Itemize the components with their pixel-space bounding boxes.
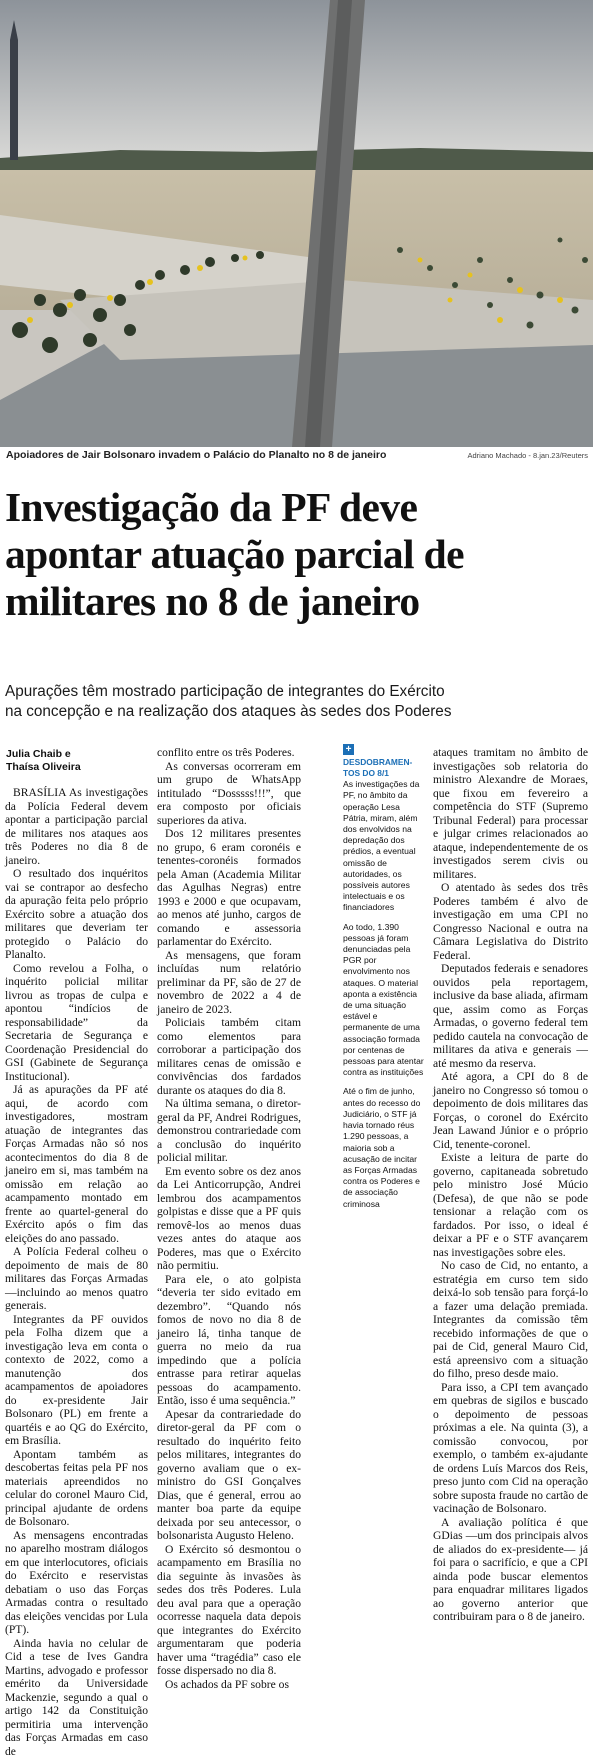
article-paragraph: As conversas ocorreram em um grupo de WhatsApp intitulado “Dosssss!!!”, que era composto por oficiais superiores da ativa. bbox=[157, 760, 301, 828]
article-column-2 bbox=[157, 746, 301, 1700]
byline bbox=[6, 748, 81, 774]
sidebar-item: Ao todo, 1.390 pessoas já foram denunciadas pela PGR por envolvimento nos ataques. O material aponta a existência de uma situação estável e permanente de uma associação formada por centenas de pessoas para atentar contra as instituições bbox=[343, 922, 425, 1079]
protest-crowd-photo bbox=[0, 0, 593, 447]
article-paragraph: Integrantes da PF ouvidos pela Folha dizem que a investigação leva em conta o contexto de 2022, como a manutenção dos acampamentos de apoiadores do ex-presidente Jair Bolsonaro (PL) em frente a quartéis e ao QG do Exército, em Brasília. bbox=[5, 1313, 148, 1448]
news-photo bbox=[0, 0, 593, 447]
sidebar-item: As investigações da PF, no âmbito da operação Lesa Pátria, miram, além dos envolvidos na depredação dos prédios, a eventual omissão de autoridades, os possíveis autores intelectuais e os financiadores bbox=[343, 779, 425, 913]
article-paragraph: Policiais também citam como elementos para corroborar a participação dos militares cenas de omissão e convivências dos fardados durante os ataques do dia 8. bbox=[157, 1016, 301, 1097]
article-paragraph: As mensagens, que foram incluídas num relatório preliminar da PF, são de 27 de novembro de 2022 a 4 de janeiro de 2023. bbox=[157, 949, 301, 1017]
subheadline-line: na concepção e na realização dos ataques às sedes dos Poderes bbox=[5, 702, 591, 722]
article-paragraph: Para ele, o ato golpista “deveria ter sido evitado em dezembro”. “Quando nós fomos de novo no dia 8 de janeiro lá, tinha tanque de guerra no meio da rua impedindo que a polícia entrasse para retirar aquelas pessoas do acampamento. Então, isso é uma sequência.” bbox=[157, 1273, 301, 1408]
article-paragraph: Apesar da contrariedade do diretor-geral da PF com o resultado do inquérito feito pelos militares, integrantes do governo avaliam que o ex-ministro do GSI Gonçalves Dias, que é general, errou ao manter boa parte da equipe deixada por seu antecessor, o bolsonarista Augusto Heleno. bbox=[157, 1408, 301, 1543]
article-paragraph: O atentado às sedes dos três Poderes também é alvo de investigação em uma CPI no Congresso Nacional e outra na Câmara Legislativa do Distrito Federal. bbox=[433, 881, 588, 962]
article-paragraph: Até agora, a CPI do 8 de janeiro no Congresso só tomou o depoimento de dois militares das Forças, o coronel do Exército Jean Lawand Júnior e o próprio Cid, tenente-coronel. bbox=[433, 1070, 588, 1151]
photo-credit: Adriano Machado - 8.jan.23/Reuters bbox=[468, 451, 589, 460]
sidebar-title bbox=[343, 757, 425, 778]
plus-icon: + bbox=[343, 744, 354, 755]
article-paragraph: Ainda havia no celular de Cid a tese de Ives Gandra Martins, advogado e professor emérito da Universidade Mackenzie, segundo a qual o artigo 142 da Constituição permitiria uma intervenção das Forças Armadas em caso de bbox=[5, 1637, 148, 1758]
headline bbox=[5, 484, 591, 625]
photo-caption bbox=[6, 449, 590, 465]
article-paragraph: Dos 12 militares presentes no grupo, 6 eram coronéis e tenentes-coronéis formados pela Aman (Academia Militar das Agulhas Negras) entre 1993 e 2000 e que ocupavam, ao menos até junho, cargos de comando e assessoria parlamentar do Exército. bbox=[157, 827, 301, 949]
author-name: Julia Chaib e bbox=[6, 748, 81, 761]
author-name: Thaísa Oliveira bbox=[6, 761, 81, 774]
article-paragraph: conflito entre os três Poderes. bbox=[157, 746, 301, 760]
article-paragraph: Deputados federais e senadores ouvidos pela reportagem, inclusive da base aliada, afirmam que, assim como as Forças Armadas, o governo federal tem pedido cautela na convocação de militares da ativa e generais —até mesmo da reserva. bbox=[433, 962, 588, 1070]
article-paragraph: No caso de Cid, no entanto, a estratégia em curso tem sido deixá-lo sob tensão para forçá-lo a fazer uma delação premiada. Integrantes da comissão têm recebido informações de que o pai de Cid, general Mauro Cid, está apreensivo com a situação do filho, preso desde maio. bbox=[433, 1259, 588, 1381]
article-column-1 bbox=[5, 786, 148, 1700]
article-paragraph: Existe a leitura de parte do governo, capitaneada sobretudo pelo ministro José Múcio (Defesa), de que não se pode tensionar a relação com os fardados. Por isso, o ideal é deixar a PF e o STF avançarem nas investigações sobre eles. bbox=[433, 1151, 588, 1259]
headline-line: apontar atuação parcial de bbox=[5, 531, 591, 578]
headline-line: militares no 8 de janeiro bbox=[5, 578, 591, 625]
subheadline-line: Apurações têm mostrado participação de integrantes do Exército bbox=[5, 682, 591, 702]
article-paragraph: Na última semana, o diretor-geral da PF, Andrei Rodrigues, demonstrou contrariedade com a conclusão do inquérito policial militar. bbox=[157, 1097, 301, 1165]
article-paragraph: As mensagens encontradas no aparelho mostram diálogos em que interlocutores, oficiais do Exército e reservistas debatiam o uso das Forças Armadas contra o resultado das eleições vencidas por Lula (PT). bbox=[5, 1529, 148, 1637]
article-paragraph: O resultado dos inquéritos vai se contrapor ao desfecho da apuração feita pelo próprio Exército sobre a atuação dos militares que deveriam ter protegido o Palácio do Planalto. bbox=[5, 867, 148, 962]
headline-line: Investigação da PF deve bbox=[5, 484, 591, 531]
article-paragraph: A Polícia Federal colheu o depoimento de mais de 80 militares das Forças Armadas —incluindo ao menos quatro generais. bbox=[5, 1245, 148, 1313]
article-paragraph: Como revelou a Folha, o inquérito policial militar livrou as tropas de culpa e apontou “indícios de responsabilidade” da Secretaria de Segurança e Coordenação Presidencial do GSI (Gabinete de Segurança Institucional). bbox=[5, 962, 148, 1084]
subheadline bbox=[5, 682, 591, 721]
article-paragraph: ataques tramitam no âmbito de investigações sob relatoria do ministro Alexandre de Moraes, que fixou em fevereiro a competência do STF (Supremo Tribunal Federal) para processar e julgar crimes relacionados ao ataque, independentemente de os investigados serem civis ou militares. bbox=[433, 746, 588, 881]
article-paragraph: Para isso, a CPI tem avançado em quebras de sigilos e buscado o depoimento de pessoas próximas a ele. Na quinta (3), a comissão convocou, por exemplo, o também ex-ajudante de ordens Luís Marcos dos Reis, preso junto com Cid na operação sobre suposta fraude no cartão de vacinação de Bolsonaro. bbox=[433, 1381, 588, 1516]
article-paragraph: A avaliação política é que GDias —um dos principais alvos de aliados do ex-presidente— já foi para o sacrifício, e que a CPI ainda pode buscar elementos para enquadrar militares ligados ao governo anterior que contribuiram para o 8 de janeiro. bbox=[433, 1516, 588, 1624]
article-paragraph: BRASÍLIA As investigações da Polícia Federal devem apontar a participação parcial de militares nos ataques aos três Poderes no dia 8 de janeiro. bbox=[5, 786, 148, 867]
caption-text: Apoiadores de Jair Bolsonaro invadem o Palácio do Planalto no 8 de janeiro bbox=[6, 449, 386, 461]
sidebar-title-line: DESDOBRAMEN- bbox=[343, 757, 425, 768]
sidebar-item: Até o fim de junho, antes do recesso do Judiciário, o STF já havia tornado réus 1.290 pessoas, a maioria sob a acusação de incitar as Forças Armadas contra os Poderes e de associação criminosa bbox=[343, 1086, 425, 1209]
sidebar-title-line: TOS DO 8/1 bbox=[343, 768, 425, 779]
article-paragraph: Já as apurações da PF até aqui, de acordo com investigadores, mostram atuação de integrantes das Forças Armadas não só nos acontecimentos do dia 8 de janeiro em si, mas também na omissão em relação ao acampamento montado em frente ao quartel-general do Exército após o fim das eleições do ano passado. bbox=[5, 1083, 148, 1245]
article-paragraph: O Exército só desmontou o acampamento em Brasília no dia seguinte às invasões às sedes dos três Poderes. Lula deu aval para que a operação ocorresse naquela data depois que integrantes do Exército argumentaram que poderia haver uma “tragédia” caso ele fosse dispersado no dia 8. bbox=[157, 1543, 301, 1678]
article-paragraph: Em evento sobre os dez anos da Lei Anticorrupção, Andrei lembrou dos acampamentos golpistas e disse que a PF quis removê-los ao menos duas vezes antes do ataque aos Poderes, mas que o Exército não permitiu. bbox=[157, 1165, 301, 1273]
sidebar-box bbox=[343, 744, 425, 1218]
article-paragraph: Os achados da PF sobre os bbox=[157, 1678, 301, 1692]
article-paragraph: Apontam também as descobertas feitas pela PF nos materiais apreendidos no celular do coronel Mauro Cid, principal ajudante de ordens de Bolsonaro. bbox=[5, 1448, 148, 1529]
article-column-4 bbox=[433, 746, 588, 1700]
